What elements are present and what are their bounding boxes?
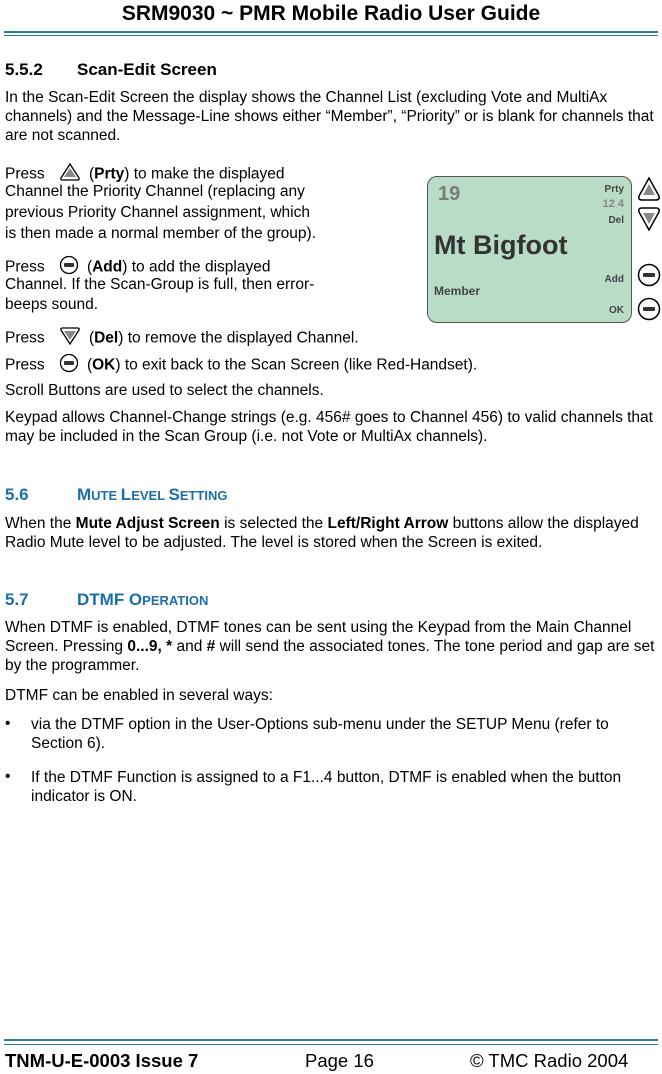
- del-key-label: Del: [94, 329, 119, 347]
- dtmf-ways-intro: DTMF can be enabled in several ways:: [5, 687, 273, 704]
- section-56-body: [5, 514, 657, 552]
- softkey-ok-icon[interactable]: [637, 297, 661, 326]
- add-text-3: beeps sound.: [5, 296, 99, 313]
- footer-rule-thin: [4, 1044, 658, 1045]
- lcd-label-add: Add: [604, 274, 624, 285]
- body-bold: Left/Right Arrow: [327, 515, 449, 532]
- title-part: S: [168, 485, 180, 504]
- menu-key-icon: [59, 353, 79, 378]
- title-part: M: [77, 485, 92, 504]
- section-552-number: 5.5.2: [5, 60, 43, 79]
- prty-text-2: Channel the Priority Channel (replacing any: [5, 183, 305, 200]
- prty-text-3: previous Priority Channel assignment, which: [5, 204, 310, 221]
- body-text: When DTMF is enabled, DTMF tones can be sent using the Keypad from the Main Channel Screen. Pressing: [5, 619, 632, 655]
- section-56-title: [77, 485, 228, 505]
- body-text: buttons allow the displayed Radio Mute level to be adjusted. The level is stored when the Screen is exited.: [5, 515, 639, 551]
- bullet-glyph: •: [5, 768, 11, 785]
- body-text: When the: [5, 515, 76, 532]
- dtmf-bullet-2: If the DTMF Function is assigned to a F1...4 button, DTMF is enabled when the button indicator is ON.: [31, 769, 622, 805]
- bullet-glyph: •: [5, 715, 11, 732]
- footer-copyright: © TMC Radio 2004: [470, 1050, 629, 1071]
- footer-rule: [4, 1039, 658, 1041]
- prty-key-label: Prty: [94, 165, 125, 183]
- section-57-number: 5.7: [5, 590, 29, 609]
- keypad-text: Keypad allows Channel-Change strings (e.g. 456# goes to Channel 456) to valid channels that may be included in the Scan Group (i.e. not Vote or MultiAx channels).: [5, 409, 653, 445]
- add-instruction: Press (Add) to add the displayed: [5, 255, 270, 280]
- body-text: is selected the: [219, 515, 328, 532]
- press-word: Press: [5, 356, 45, 374]
- press-word: Press: [5, 329, 45, 347]
- section-57-title: [77, 590, 208, 610]
- lcd-label-prty: Prty: [604, 184, 624, 195]
- title-part: ETTING: [179, 488, 228, 503]
- lcd-channel-number: 19: [438, 183, 461, 205]
- body-text: and: [172, 638, 207, 655]
- footer-page-number: Page 16: [305, 1050, 374, 1071]
- section-56-number: 5.6: [5, 485, 29, 504]
- lcd-message-line: Member: [434, 284, 481, 298]
- radio-lcd-display: [427, 176, 632, 323]
- add-text-1: ) to add the displayed: [122, 258, 271, 276]
- softkey-up-arrow-icon[interactable]: [637, 176, 661, 207]
- title-part: EVEL: [131, 488, 169, 503]
- down-arrow-key-icon: [59, 326, 81, 351]
- lcd-counts: 12 4: [602, 198, 624, 210]
- lcd-label-del: Del: [608, 215, 624, 226]
- add-key-label: Add: [92, 258, 123, 276]
- lcd-channel-name: Mt Bigfoot: [434, 230, 568, 260]
- press-word: Press: [5, 258, 45, 276]
- softkey-down-arrow-icon[interactable]: [637, 206, 661, 237]
- dtmf-bullet-1: via the DTMF option in the User-Options sub-menu under the SETUP Menu (refer to Section 6).: [31, 716, 609, 752]
- scroll-text: Scroll Buttons are used to select the channels.: [5, 382, 324, 399]
- prty-instruction: Press (Prty) to make the displayed: [5, 162, 285, 187]
- footer-doc-id: TNM-U-E-0003 Issue 7: [5, 1050, 199, 1071]
- page-header-title: SRM9030 ~ PMR Mobile Radio User Guide: [121, 2, 541, 25]
- add-text-2: Channel. If the Scan-Group is full, then error-: [5, 276, 315, 293]
- prty-text-1: ) to make the displayed: [124, 165, 285, 183]
- section-552-intro: In the Scan-Edit Screen the display shows the Channel List (excluding Vote and MultiAx channels) and the Message-Line shows either “Member”, “Priority” or is blank for channels that are not scanned.: [5, 89, 654, 144]
- press-word: Press: [5, 165, 45, 183]
- del-instruction: Press (Del) to remove the displayed Channel.: [5, 326, 359, 351]
- body-bold: #: [206, 638, 216, 655]
- section-57-body: [5, 618, 657, 675]
- lcd-label-ok: OK: [609, 305, 624, 316]
- ok-key-label: OK: [92, 356, 116, 374]
- header-rule: [4, 31, 658, 33]
- prty-text-4: is then made a normal member of the group).: [5, 225, 317, 242]
- body-bold: Mute Adjust Screen: [75, 515, 220, 532]
- del-text: ) to remove the displayed Channel.: [118, 329, 359, 347]
- title-part: PERATION: [142, 593, 209, 608]
- body-text: will send the associated tones. The tone period and gap are set by the programmer.: [5, 638, 655, 674]
- ok-instruction: Press (OK) to exit back to the Scan Screen (like Red-Handset).: [5, 353, 477, 378]
- softkey-add-icon[interactable]: [637, 263, 661, 292]
- header-rule-thin: [4, 35, 658, 36]
- title-part: UTE: [91, 488, 121, 503]
- ok-text: ) to exit back to the Scan Screen (like Red-Handset).: [115, 356, 478, 374]
- body-bold: 0...9, *: [127, 638, 173, 655]
- title-part: DTMF O: [77, 590, 143, 609]
- section-552-title: Scan-Edit Screen: [77, 60, 217, 79]
- title-part: L: [120, 485, 132, 504]
